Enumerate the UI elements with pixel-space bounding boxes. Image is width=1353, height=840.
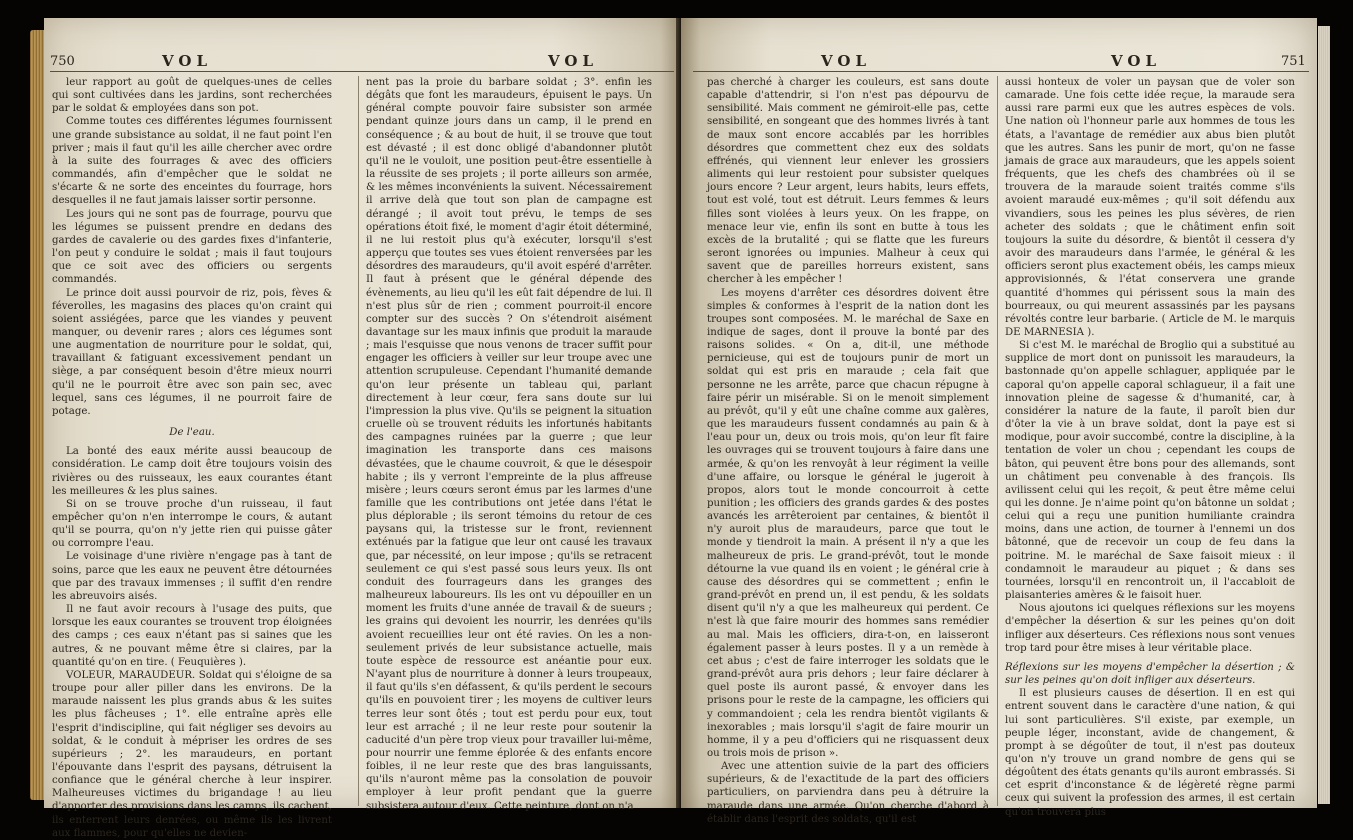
paragraph: VOLEUR, MARAUDEUR. Soldat qui s'éloigne de sa troupe pour aller piller dans les environs. De la maraude naissent les plus grands abus & les suites les plus fâcheuses ; 1°. elle entraîne après elle l'esprit d'indiscipline, qui fait négliger ses devoirs au soldat, & le conduit à mépriser les ordres de ses supérieurs ; 2°. les maraudeurs, en portant l'épouvante dans l'esprit des paysans, détruisent la confiance que le général cherche à leur inspirer. Malheureuses victimes du brigandage ! au lieu d'apporter des provisions dans les camps, ils cachent, ils enterrent leurs denrées, ou même ils les livrent aux flammes, pour qu'elles ne devien-	[52, 669, 332, 839]
paragraph: La bonté des eaux mérite aussi beaucoup de considération. Le camp doit être toujours voisin des rivières ou des ruisseaux, les eaux courantes étant les meilleures & les plus saines.	[52, 446, 332, 497]
text-column-1	[707, 76, 989, 825]
paragraph: leur rapport au goût de quelques-unes de celles qui sont cultivées dans les jardins, sont recherchées par le soldat & employées dans son pot.	[52, 77, 332, 115]
paragraph: Le voisinage d'une rivière n'engage pas à tant de soins, parce que les eaux ne peuvent être détournées que par des travaux immenses ; il suffit d'en rendre les abreuvoirs aisés.	[52, 551, 332, 602]
right-page	[681, 18, 1317, 825]
text-column-2	[1005, 76, 1295, 818]
paragraph: Le prince doit aussi pourvoir de riz, pois, fèves & féverolles, les magasins des places qu'on craint qui soient assiégées, parce que les viandes y peuvent manquer, ou devenir rares ; alors ces légumes sont une augmentation de nourriture pour le soldat, qui, travaillant & fatiguant excessivement pendant un siège, a par conséquent besoin d'être mieux nourri qu'il ne le pourroit être avec son pain sec, avec lequel, sans ces légumes, il ne pourroit faire de potage.	[52, 287, 332, 417]
paragraph: Si on se trouve proche d'un ruisseau, il faut empêcher qu'on n'en interrompe le cours, & autant qu'il se pourra, qu'on n'y jette rien qui puisse gâter ou corrompre l'eau.	[52, 498, 332, 550]
left-page	[44, 18, 680, 839]
open-book	[30, 18, 1330, 839]
paragraph: aussi honteux de voler un paysan que de voler son camarade. Une fois cette idée reçue, la maraude sera aussi rare parmi eux que les autres espèces de vols. Une nation où l'honneur parle aux hommes de tous les états, a l'avantage de remédier aux abus bien plutôt que les autres. Sans les punir de mort, qu'on ne fasse jamais de grace aux maraudeurs, que les appels soient fréquents, que les chefs des chambrées où il se trouvera de la maraude soient traités comme s'ils avoient maraudé eux-mêmes ; qu'il soit défendu aux vivandiers, sous les peines les plus sévères, de rien acheter des soldats ; que le châtiment enfin soit toujours la suite du désordre, & bientôt il cessera d'y avoir des maraudeurs dans l'armée, le général & les officiers seront plus exactement obéis, les camps mieux approvisionnés, & l'état conservera une grande quantité d'hommes qui périssent sous la main des bourreaux, ou qui meurent assassinés par les paysans révoltés contre leur barbarie. ( Article de M. le marquis DE MARNESIA ).	[1005, 77, 1295, 338]
section-heading: Réflexions sur les moyens d'empêcher la désertion ; & sur les peines qu'on doit infliger aux déserteurs.	[1005, 661, 1295, 687]
section-heading: De l'eau.	[169, 427, 215, 439]
paragraph: Les jours qui ne sont pas de fourrage, pourvu que les légumes se puissent prendre en dedans des gardes de cavalerie ou des gardes fixes d'infanterie, l'on peut y conduire le soldat ; mais il faut toujours que ce soit avec des officiers ou sergents commandés.	[52, 208, 332, 286]
text-column-1	[52, 76, 332, 839]
paragraph: Les moyens d'arrêter ces désordres doivent être simples & conformes à l'esprit de la nation dont les troupes sont composées. M. le maréchal de Saxe en indique de sages, dont il prouve la bonté par des raisons solides. « On a, dit-il, une méthode pernicieuse, qui est de toujours punir de mort un soldat qui est pris en maraude ; cela fait que personne ne les arrête, parce que chacun répugne à faire périr un misérable. Si on le menoit simplement au prévôt, qu'il y eût une chaîne comme aux galères, que les maraudeurs fussent condamnés au pain & à l'eau pour un, deux ou trois mois, qu'on leur fît faire les ouvrages qui se trouvent toujours à faire dans une armée, & qu'on les renvoyât à leur régiment la veille d'une affaire, ou lorsque le général le jugeroit à propos, alors tout le monde concourroit à cette punition ; les officiers des grands gardes & des postes avancés les arrêteroient par centaines, & bientôt il n'y auroit plus de maraudeurs, parce que tout le monde y tiendroit la main. A présent il n'y a que les malheureux de pris. Le grand-prévôt, tout le monde détourne la vue quand ils en voient ; le général crie à cause des désordres qui se commettent ; enfin le grand-prévôt en prend un, il est pendu, & les soldats disent qu'il n'y a que les malheureux qui perdent. Ce n'est là que faire mourir des hommes sans remédier au mal. Mais les officiers, dira-t-on, en laisseront également passer à leurs postes. Il y a un remède à cet abus ; c'est de faire interroger les soldats que le grand-prévôt aura pris dehors ; leur faire déclarer à quel poste ils auront passé, & envoyer dans les prisons pour le reste de la campagne, les officiers qui y commandoient ; cela les rendra bientôt vigilants & inexorables ; mais lorsqu'il s'agit de faire mourir un homme, il y a peu d'officiers qui ne risquassent deux ou trois mois de prison ».	[707, 287, 989, 759]
page-edges-right	[1318, 26, 1330, 804]
page-edges-left	[30, 30, 44, 800]
paragraph: Nous ajoutons ici quelques réflexions sur les moyens d'empêcher la désertion & sur les peines qu'on doit infliger aux déserteurs. Ces réflexions nous sont venues trop tard pour être mises à leur véritable place.	[1005, 603, 1295, 654]
paragraph: Comme toutes ces différentes légumes fournissent une grande subsistance au soldat, il ne faut point l'en priver ; mais il faut qu'il les aille chercher avec ordre à la suite des fourrages & avec des officiers commandés, afin d'empêcher que le soldat ne s'écarte & ne sorte des enceintes du fourrage, hors desquelles il ne faut jamais laisser sortir personne.	[52, 116, 332, 207]
running-header-left: VOL	[162, 52, 212, 70]
header-rule	[50, 71, 674, 72]
paragraph: Il est plusieurs causes de désertion. Il en est qui entrent souvent dans le caractère d'une nation, & qui lui sont particulières. S'il existe, par exemple, un peuple léger, inconstant, avide de changement, & prompt à se dégoûter de tout, il n'est pas douteux qu'on n'y trouve un grand nombre de gens qui se dégoûtent des états genants qu'ils auront embrassés. Si cet esprit d'inconstance & de légèreté règne parmi ceux qui suivent la profession des armes, il est certain qu'on trouvera plus	[1005, 688, 1295, 818]
paragraph: Si c'est M. le maréchal de Broglio qui a substitué au supplice de mort dont on punissoit les maraudeurs, la bastonnade qu'on appelle schlaguer, appliquée par le caporal qu'on appelle caporal schlagueur, il a fait une innovation pleine de sagesse & d'humanité, car, à considérer la nature de la faute, il paroît bien dur d'ôter la vie à un brave soldat, dont la paye est si modique, pour avoir succombé, contre la discipline, à la tentation de voler un chou ; cependant les coups de bâton, qui peuvent être bons pour des allemands, sont un châtiment peu convenable à des françois. Ils avilissent celui qui les reçoit, & peut être même celui qui les donne. Je n'aime point qu'on bâtonne un soldat ; celui qui a reçu une punition humiliante craindra moins, dans une action, de tourner à l'ennemi un dos bâtonné, que de recevoir un coup de feu dans la poitrine. M. le maréchal de Saxe faisoit mieux : il condamnoit le maraudeur au piquet ; & dans ses tournées, lorsqu'il en rencontroit un, il l'accabloit de plaisanteries amères & le faisoit huer.	[1005, 340, 1295, 602]
paragraph: nent pas la proie du barbare soldat ; 3°. enfin les dégâts que font les maraudeurs, épuisent le pays. Un général compte pouvoir faire subsister son armée pendant quinze jours dans un camp, il le prend en conséquence ; & au bout de huit, il se trouve que tout est dévasté ; il est donc obligé d'abandonner plutôt qu'il ne le vouloit, une position peut-être essentielle à la réussite de ses projets ; il porte ailleurs son armée, & les mêmes inconvénients la suivent. Nécessairement il arrive delà que tout son plan de campagne est dérangé ; il avoit tout prévu, le temps de ses opérations étoit fixé, le moment d'agir étoit déterminé, il ne lui restoit plus qu'à exécuter, lorsqu'il s'est apperçu que toutes ses vues étoient renversées par les désordres des maraudeurs, qu'il avoit espéré d'arrêter. Il faut à présent que le général dépende des évènements, au lieu qu'il les eût fait dépendre de lui. Il n'est plus sûr de rien ; comment pourroit-il encore compter sur des succès ? On s'étendroit aisément davantage sur les maux infinis que produit la maraude ; mais l'esquisse que nous venons de tracer suffit pour engager les officiers à veiller sur leur troupe avec une attention scrupuleuse. Cependant l'humanité demande qu'on leur présente un tableau qui, parlant directement à leur cœur, fera sans doute sur lui l'impression la plus vive. Qu'ils se peignent la situation cruelle où se trouvent réduits les infortunés habitants des campagnes ruinées par la guerre ; que leur imagination les transporte dans ces maisons dévastées, que le chaume couvroit, & que le désespoir habite ; ils y verront l'empreinte de la plus affreuse misère ; leurs cœurs seront émus par les larmes d'une famille que les contributions ont jetée dans l'état le plus déplorable ; ils seront témoins du retour de ces paysans qui, la tristesse sur le front, reviennent exténués par la fatigue que leur ont causé les travaux que, par nécessité, on leur impose ; qu'ils se retracent seulement ce qui s'est passé sous leurs yeux. Ils ont conduit des fourrageurs dans les granges des malheureux laboureurs. Ils les ont vu dépouiller en un moment les fruits d'une année de travail & de sueurs ; les grains qui devoient les nourrir, les denrées qu'ils avoient recueillies leur ont été ravies. On les a non-seulement privés de leur subsistance actuelle, mais toute espèce de ressource est anéantie pour eux. N'ayant plus de nourriture à donner à leurs troupeaux, il faut qu'ils s'en défassent, & qu'ils perdent le secours qu'ils en pouvoient tirer ; les moyens de cultiver leurs terres leur sont ôtés ; tout est perdu pour eux, tout leur est arraché ; il ne leur reste pour soutenir la caducité d'un père trop vieux pour travailler lui-même, pour nourrir une femme éplorée & des enfants encore foibles, il ne leur reste que des bras languissants, qu'ils n'auront même pas la consolation de pouvoir employer à leur profit pendant que la guerre subsistera autour d'eux. Cette peinture, dont on n'a	[366, 77, 652, 812]
page-number: 751	[1281, 54, 1306, 69]
paragraph: pas cherché à charger les couleurs, est sans doute capable d'attendrir, si l'on n'est pas dépourvu de sensibilité. Mais comment ne gémiroit-elle pas, cette sensibilité, en songeant que des hommes livrés à tant de maux sont encore accablés par les horribles désordres que commettent chez eux des soldats effrénés, qui viennent leur enlever les grossiers aliments qui leur restoient pour subsister quelques jours encore ? Leur argent, leurs habits, leurs effets, tout est volé, tout est détruit. Leurs femmes & leurs filles sont violées à leurs yeux. On les frappe, on menace leur vie, enfin ils sont en butte à tous les excès de la brutalité ; qui se flatte que les fureurs seront ignorées ou impunies. Malheur à ceux qui savent que de pareilles horreurs existent, sans chercher à les empêcher !	[707, 77, 989, 286]
paragraph: Il ne faut avoir recours à l'usage des puits, que lorsque les eaux courantes se trouvent trop éloignées des camps ; ces eaux n'étant pas si saines que les autres, & ne pouvant même être si claires, par la quantité qu'on en tire. ( Feuquières ).	[52, 604, 332, 668]
running-header-right: VOL	[1111, 52, 1161, 70]
paragraph: Avec une attention suivie de la part des officiers supérieurs, & de l'exactitude de la part des officiers particuliers, on parviendra dans peu à détruire la maraude dans une armée. Qu'on cherche d'abord à établir dans l'esprit des soldats, qu'il est	[707, 761, 989, 825]
running-header-left: VOL	[821, 52, 871, 70]
column-divider	[358, 76, 359, 806]
text-column-2	[366, 76, 652, 812]
header-rule	[693, 71, 1309, 72]
column-divider	[997, 76, 998, 806]
page-number: 750	[50, 54, 75, 69]
running-header-right: VOL	[548, 52, 598, 70]
